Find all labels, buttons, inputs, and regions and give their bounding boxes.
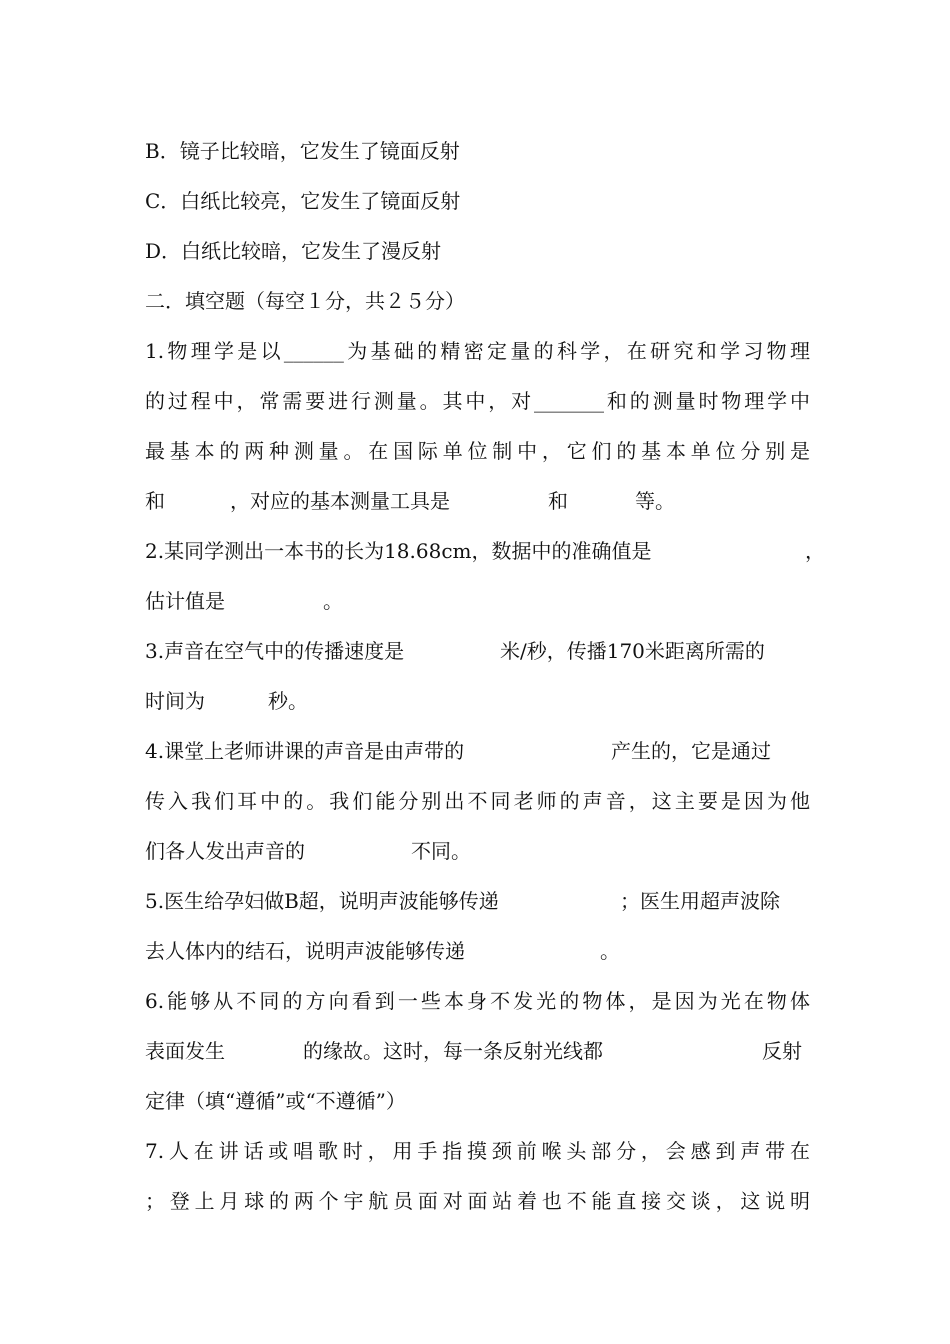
q2-line1-comma: ， [805,539,825,563]
q3-line2-text: 时间为 [145,689,205,713]
q6-line2-end: 反射 [762,1039,802,1063]
q4-line2: 传入我们耳中的。我们能分别出不同老师的声音，这主要是因为他 [145,789,810,813]
q2-line1-text: 2.某同学测出一本书的长为18.68cm，数据中的准确值是 [145,539,652,563]
q5-line1-rest: ；医生用超声波除 [620,889,780,913]
q4-line1-rest: 产生的，它是通过 [611,739,771,763]
q2-line2-end: 。 [323,589,343,613]
q1-line1: 1.物理学是以______为基础的精密定量的科学，在研究和学习物理 [145,339,810,363]
q4-line3-text: 们各人发出声音的 [145,839,305,863]
q4-line3-end: 不同。 [411,839,471,863]
q7-line1: 7.人在讲话或唱歌时，用手指摸颈前喉头部分，会感到声带在 [145,1139,810,1163]
q6-line2-mid: 的缘故。这时，每一条反射光线都 [303,1039,603,1063]
q3-line2-unit: 秒。 [268,689,308,713]
q3-line1-text: 3.声音在空气中的传播速度是 [145,639,405,663]
q7-line2: ；登上月球的两个宇航员面对面站着也不能直接交谈，这说明 [145,1189,810,1213]
q1-line4-and2: 和 [548,489,568,513]
q6-line3: 定律（填“遵循”或“不遵循”） [145,1089,406,1113]
q6-line1: 6.能够从不同的方向看到一些本身不发光的物体，是因为光在物体 [145,989,810,1013]
option-c: C．白纸比较亮，它发生了镜面反射 [145,189,461,213]
q4-line1-text: 4.课堂上老师讲课的声音是由声带的 [145,739,465,763]
q5-line1-text: 5.医生给孕妇做B超，说明声波能够传递 [145,889,499,913]
q1-line4-tools: ，对应的基本测量工具是 [230,489,450,513]
option-d: D．白纸比较暗，它发生了漫反射 [145,239,442,263]
section-title: 二．填空题（每空１分，共２５分） [145,289,465,313]
q3-line1-unit: 米/秒，传播170米距离所需的 [500,639,765,663]
q2-line2-text: 估计值是 [145,589,225,613]
q1-line4-end: 等。 [635,489,675,513]
q1-line2: 的过程中，常需要进行测量。其中，对_______和的测量时物理学中 [145,389,810,413]
q1-line3: 最基本的两种测量。在国际单位制中，它们的基本单位分别是 [145,439,810,463]
q5-line2-end: 。 [600,939,620,963]
option-b: B．镜子比较暗，它发生了镜面反射 [145,139,460,163]
q1-line4-and: 和 [145,489,165,513]
q5-line2-text: 去人体内的结石，说明声波能够传递 [145,939,465,963]
q6-line2-text: 表面发生 [145,1039,225,1063]
